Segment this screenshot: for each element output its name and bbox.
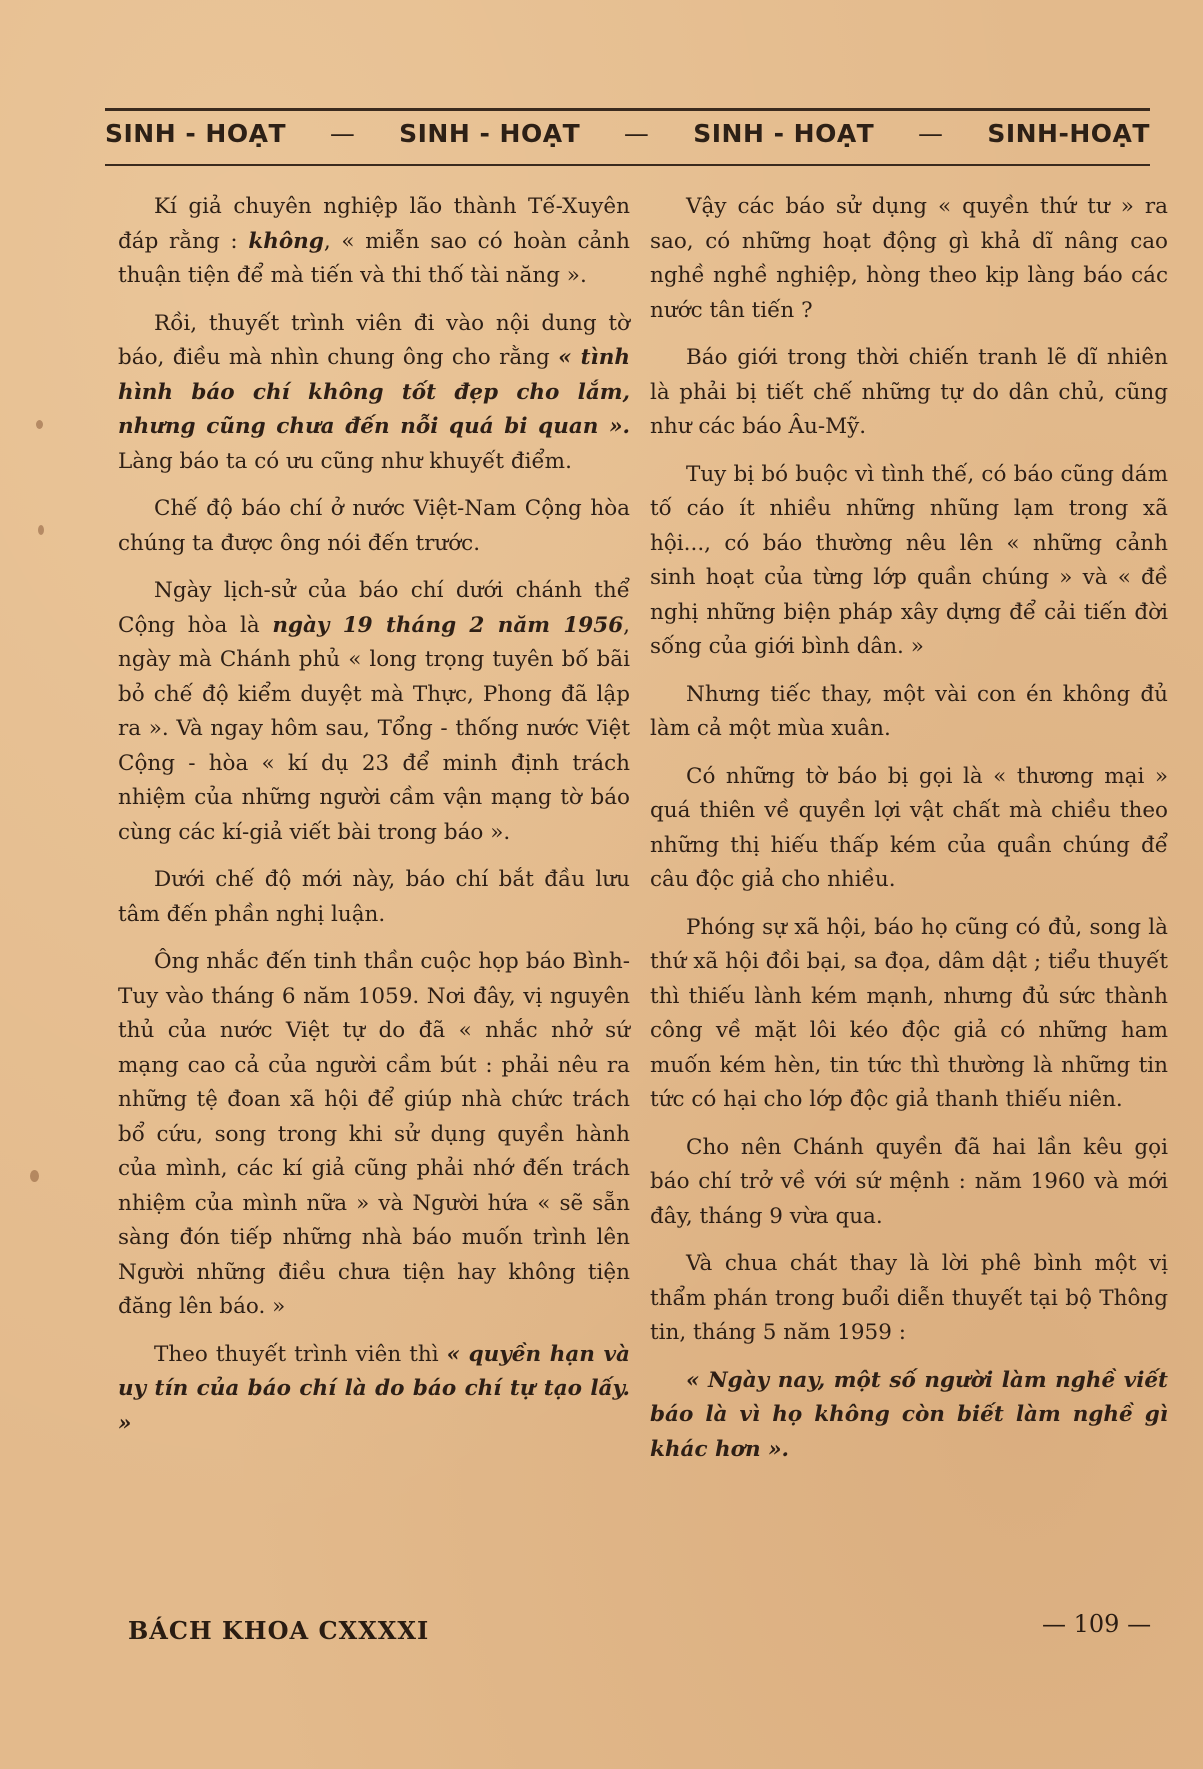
paper-stain <box>30 1170 39 1182</box>
section-header <box>105 108 1150 166</box>
paragraph <box>650 1247 1168 1351</box>
paragraph-text: Ngày lịch-sử của báo chí dưới chánh thể Cộng hòa là <box>118 578 630 638</box>
paragraph-text: , « miễn sao có hoàn cảnh thuận tiện để mà tiến và thi thố tài năng ». <box>118 228 631 288</box>
paragraph-text: Làng báo ta có ưu cũng như khuyết điểm. <box>118 448 572 474</box>
paragraph <box>650 1364 1168 1468</box>
emphasized-text: « Ngày nay, một số người làm nghề viết báo là vì họ không còn biết làm nghề gì khác hơn ». <box>650 1367 1168 1462</box>
header-item: SINH - HOẠT <box>693 119 875 148</box>
paragraph <box>118 307 630 480</box>
paragraph-text: Cho nên Chánh quyền đã hai lần kêu gọi báo chí trở về với sứ mệnh : năm 1960 và mới đây, tháng 9 vừa qua. <box>650 1134 1168 1229</box>
emphasized-text: « quyền hạn và uy tín của báo chí là do báo chí tự tạo lấy. » <box>118 1341 630 1436</box>
paragraph <box>650 678 1168 747</box>
page-number: — 109 — <box>1042 1610 1152 1638</box>
left-column <box>118 190 630 1454</box>
paragraph <box>118 945 630 1325</box>
paragraph-text: Vậy các báo sử dụng « quyền thứ tư » ra sao, có những hoạt động gì khả dĩ nâng cao nghề nghề nghiệp, hòng theo kịp làng báo các nước tân tiến ? <box>650 194 1168 323</box>
paragraph-text: , ngày mà Chánh phủ « long trọng tuyên bố bãi bỏ chế độ kiểm duyệt mà Thực, Phong đã lập ra ». Và ngay hôm sau, Tổng - thống nước Việt Cộng - hòa « kí dụ 23 để minh định trách nhiệm của những người cầm vận mạng tờ báo cùng các kí-giả viết bài trong báo ». <box>118 612 631 845</box>
header-rule-top <box>105 108 1150 111</box>
header-separator: — <box>918 119 944 148</box>
paragraph <box>650 190 1168 328</box>
header-rule-bottom <box>105 164 1150 166</box>
paragraph <box>650 458 1168 665</box>
paragraph-text: Chế độ báo chí ở nước Việt-Nam Cộng hòa chúng ta được ông nói đến trước. <box>118 496 630 556</box>
paragraph-text: Kí giả chuyên nghiệp lão thành Tế-Xuyên đáp rằng : <box>118 194 630 254</box>
paragraph-text: Phóng sự xã hội, báo họ cũng có đủ, song là thứ xã hội đồi bại, sa đọa, dâm dật ; tiểu thuyết thì thiếu lành kém mạnh, nhưng đủ sức thành công về mặt lôi kéo độc giả có những ham muốn kém hèn, tin tức thì thường là những tin tức có hại cho lớp độc giả thanh thiếu niên. <box>650 914 1168 1112</box>
header-row <box>105 119 1150 148</box>
paragraph-text: Nhưng tiếc thay, một vài con én không đủ làm cả một mùa xuân. <box>650 681 1168 741</box>
paragraph <box>118 190 630 294</box>
paragraph <box>650 911 1168 1118</box>
paragraph <box>118 492 630 561</box>
paragraph-text: Báo giới trong thời chiến tranh lẽ dĩ nhiên là phải bị tiết chế những tự do dân chủ, cũng như các báo Âu-Mỹ. <box>650 345 1168 439</box>
paragraph-text: Ông nhắc đến tinh thần cuộc họp báo Bình-Tuy vào tháng 6 năm 1059. Nơi đây, vị nguyên thủ của nước Việt tự do đã « nhắc nhở sứ mạng cao cả của người cầm bút : phải nêu ra những tệ đoan xã hội để giúp nhà chức trách bổ cứu, song trong khi sử dụng quyền hành của mình, các kí giả cũng phải nhớ đến trách nhiệm của mình nữa » và Người hứa « sẽ sẵn sàng đón tiếp những nhà báo muốn trình lên Người những điều chưa tiện hay không tiện đăng lên báo. » <box>118 949 630 1319</box>
paragraph <box>650 760 1168 898</box>
header-item: SINH-HOẠT <box>987 119 1150 148</box>
paragraph-text: Rồi, thuyết trình viên đi vào nội dung tờ báo, điều mà nhìn chung ông cho rằng <box>118 310 630 370</box>
header-item: SINH - HOẠT <box>105 119 287 148</box>
paragraph <box>118 574 630 850</box>
paper-stain <box>38 525 44 535</box>
paper-stain <box>36 420 43 429</box>
header-item: SINH - HOẠT <box>399 119 581 148</box>
paragraph-text: Dưới chế độ mới này, báo chí bắt đầu lưu tâm đến phần nghị luận. <box>118 867 630 927</box>
header-separator: — <box>623 119 650 148</box>
paragraph <box>118 863 630 932</box>
right-column <box>650 190 1168 1480</box>
paragraph <box>650 341 1168 445</box>
paragraph <box>650 1131 1168 1235</box>
paragraph <box>118 1338 630 1442</box>
header-separator: — <box>329 119 356 148</box>
emphasized-text: ngày 19 tháng 2 năm 1956 <box>272 612 624 638</box>
paragraph-text: Theo thuyết trình viên thì <box>154 1341 447 1367</box>
paragraph-text: Có những tờ báo bị gọi là « thương mại » quá thiên về quyền lợi vật chất mà chiều theo những thị hiếu thấp kém của quần chúng để câu độc giả cho nhiều. <box>650 763 1168 892</box>
emphasized-text: không <box>248 228 324 254</box>
paragraph-text: Và chua chát thay là lời phê bình một vị thẩm phán trong buổi diễn thuyết tại bộ Thông tin, tháng 5 năm 1959 : <box>650 1251 1168 1345</box>
emphasized-text: « tình hình báo chí không tốt đẹp cho lắm, nhưng cũng chưa đến nỗi quá bi quan ». <box>118 345 630 439</box>
paragraph-text: Tuy bị bó buộc vì tình thế, có báo cũng dám tố cáo ít nhiều những nhũng lạm trong xã hội..., có báo thường nêu lên « những cảnh sinh hoạt của từng lớp quần chúng » và « đề nghị những biện pháp xây dựng để cải tiến đời sống của giới bình dân. » <box>650 461 1168 659</box>
magazine-name: BÁCH KHOA CXXXXI <box>128 1616 430 1645</box>
